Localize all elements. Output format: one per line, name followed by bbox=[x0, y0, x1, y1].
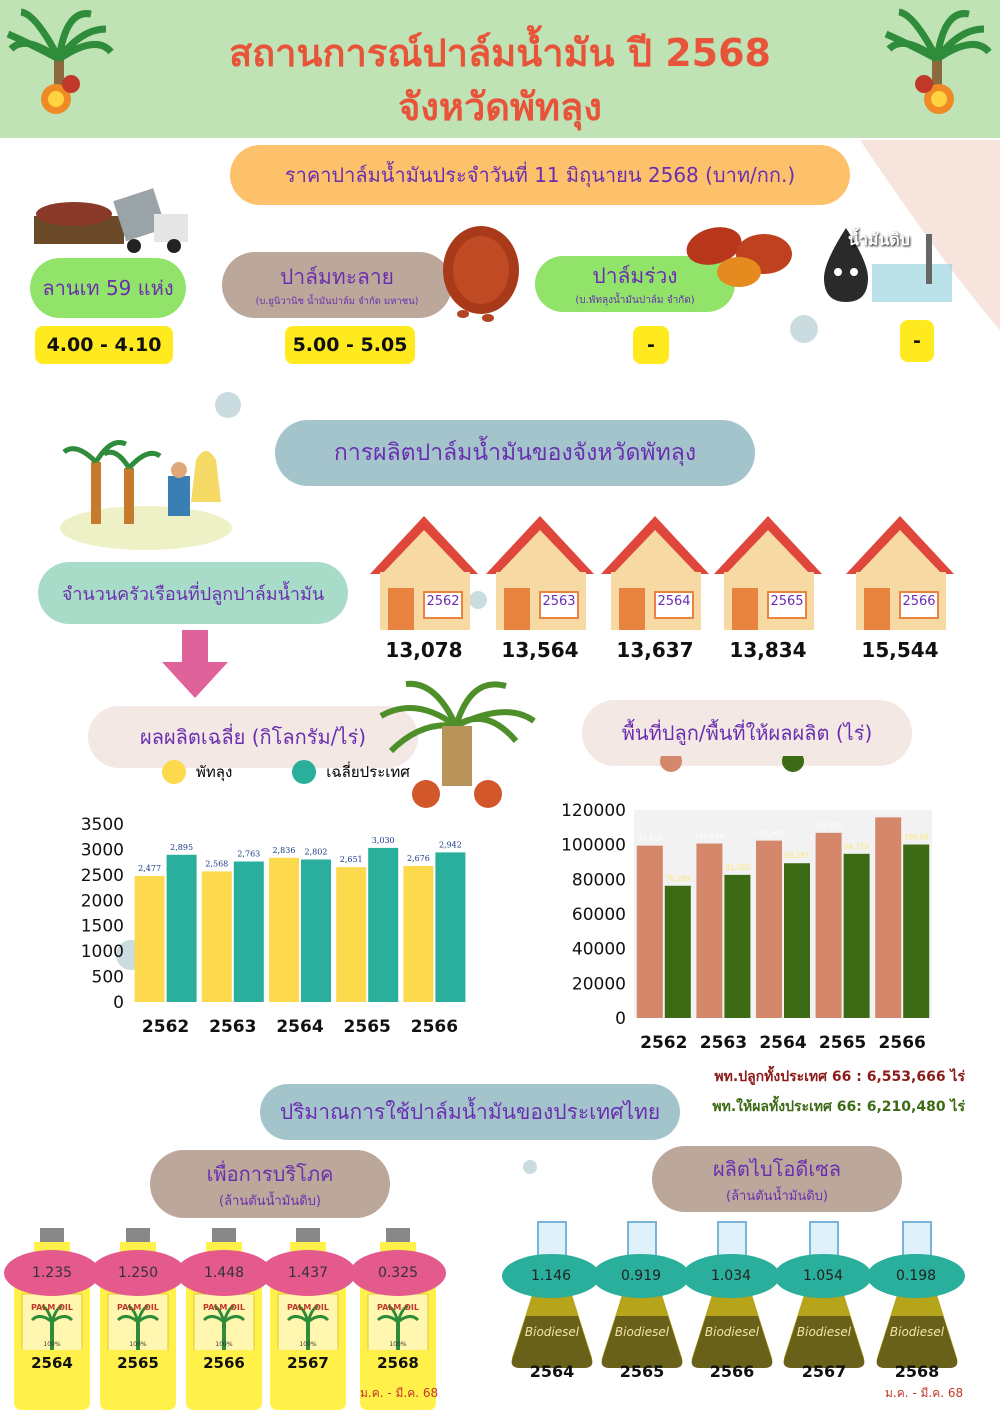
bar bbox=[336, 867, 366, 1002]
x-tick-label: 2566 bbox=[878, 1033, 926, 1053]
price-value: 5.00 - 5.05 bbox=[285, 326, 415, 364]
consumption-unit: (ล้านตันน้ำมันดิบ) bbox=[219, 1193, 321, 1209]
bar bbox=[135, 876, 165, 1002]
price-banner bbox=[230, 145, 850, 205]
bar bbox=[665, 886, 691, 1018]
bar bbox=[724, 875, 750, 1018]
data-label: 2,942 bbox=[438, 840, 462, 850]
biodiesel-unit: (ล้านตันน้ำมันดิบ) bbox=[726, 1188, 828, 1204]
data-label: 2,676 bbox=[406, 853, 430, 863]
biodiesel-value: 1.034 bbox=[682, 1254, 780, 1298]
price-item-label: ลานเท 59 แห่ง bbox=[42, 276, 174, 300]
production-banner-text: การผลิตปาล์มน้ำมันของจังหวัดพัทลุง bbox=[333, 440, 697, 466]
consumption-value: 1.448 bbox=[176, 1250, 272, 1296]
biodiesel-value: 0.198 bbox=[867, 1254, 965, 1298]
bar bbox=[269, 858, 299, 1002]
consumption-year: 2565 bbox=[102, 1350, 174, 1376]
bottle-pct-text: 100% bbox=[129, 1341, 147, 1348]
house-icon bbox=[482, 512, 598, 632]
y-tick-label: 100000 bbox=[561, 835, 626, 856]
bar bbox=[234, 861, 264, 1002]
data-label: 106,825 bbox=[814, 821, 844, 830]
data-label: 100,08 bbox=[903, 833, 929, 842]
area-chart-title-text: พื้นที่ปลูก/พื้นที่ให้ผลผลิต (ไร่) bbox=[621, 721, 873, 745]
y-tick-label: 3000 bbox=[80, 840, 124, 861]
x-tick-label: 2563 bbox=[209, 1017, 257, 1037]
y-tick-label: 80000 bbox=[571, 870, 626, 891]
flask-label-text: Biodiesel bbox=[704, 1325, 760, 1339]
household-count: 13,564 bbox=[501, 638, 579, 662]
yield-chart-title-text: ผลผลิตเฉลี่ย (กิโลกรัม/ไร่) bbox=[139, 725, 366, 749]
bar bbox=[435, 852, 465, 1002]
usage-banner-text: ปริมาณการใช้ปาล์มน้ำมันของประเทศไทย bbox=[279, 1099, 661, 1124]
price-value: - bbox=[633, 326, 669, 364]
palm-tree-icon bbox=[884, 4, 994, 124]
biodiesel-flask-icon bbox=[688, 1220, 776, 1380]
decorative-dot bbox=[215, 392, 241, 418]
area-note-harvest: พท.ให้ผลทั้งประเทศ 66: 6,210,480 ไร่ bbox=[712, 1099, 965, 1115]
bottle-pct-text: 100% bbox=[43, 1341, 61, 1348]
consumption-value: 1.250 bbox=[90, 1250, 186, 1296]
house-year-label: 2565 bbox=[770, 594, 804, 609]
y-tick-label: 0 bbox=[615, 1009, 626, 1029]
decorative-dot bbox=[523, 1160, 537, 1174]
biodiesel-year: 2568 bbox=[894, 1362, 940, 1381]
consumption-value: 1.437 bbox=[260, 1250, 356, 1296]
legend-swatch bbox=[782, 756, 804, 772]
legend-swatch bbox=[292, 760, 316, 784]
data-label: 76,289 bbox=[665, 874, 691, 883]
area-legend bbox=[660, 756, 910, 774]
biodiesel-flask-icon bbox=[508, 1220, 596, 1380]
data-label: 94,719 bbox=[844, 842, 869, 851]
price-banner-text: ราคาปาล์มน้ำมันประจำวันที่ 11 มิถุนายน 2568 (บาท/กก.) bbox=[284, 163, 796, 187]
flask-label-text: Biodiesel bbox=[524, 1325, 580, 1339]
y-tick-label: 1000 bbox=[80, 942, 124, 963]
legend-swatch bbox=[162, 760, 186, 784]
x-tick-label: 2565 bbox=[818, 1033, 867, 1053]
biodiesel-period-note: ม.ค. - มี.ค. 68 bbox=[885, 1386, 964, 1400]
bar bbox=[696, 844, 722, 1018]
bottle-pct-text: 100% bbox=[215, 1341, 233, 1348]
x-tick-label: 2564 bbox=[276, 1017, 324, 1037]
crude-oil-label: น้ำมันดิบ bbox=[848, 230, 910, 249]
price-item-bunch bbox=[222, 252, 452, 318]
consumption-title-text: เพื่อการบริโภค bbox=[206, 1161, 334, 1186]
y-tick-label: 2500 bbox=[80, 865, 124, 886]
farmer-image bbox=[56, 432, 234, 552]
data-label: 99,424 bbox=[637, 834, 663, 843]
house-year-label: 2562 bbox=[426, 594, 460, 609]
x-tick-label: 2566 bbox=[410, 1017, 459, 1037]
price-value: - bbox=[900, 320, 934, 362]
truck-image bbox=[34, 186, 190, 254]
household-count: 13,078 bbox=[385, 638, 463, 662]
bottle-brand-text: PALM OIL bbox=[202, 1303, 246, 1312]
bottle-brand-text: PALM OIL bbox=[30, 1303, 74, 1312]
yield-legend bbox=[162, 760, 410, 784]
x-tick-label: 2564 bbox=[759, 1033, 807, 1053]
area-chart bbox=[540, 790, 940, 1060]
biodiesel-flask-icon bbox=[873, 1220, 961, 1380]
biodiesel-year: 2566 bbox=[709, 1362, 755, 1381]
data-label: 2,895 bbox=[170, 842, 194, 852]
bar bbox=[784, 863, 810, 1018]
y-tick-label: 500 bbox=[91, 967, 124, 988]
palm-fruit-image bbox=[684, 216, 804, 288]
decorative-dot bbox=[790, 315, 818, 343]
bottle-brand-text: PALM OIL bbox=[116, 1303, 160, 1312]
data-label: 82,585 bbox=[725, 863, 750, 872]
area-note-planted: พท.ปลูกทั้งประเทศ 66 : 6,553,666 ไร่ bbox=[714, 1069, 965, 1085]
y-tick-label: 0 bbox=[113, 993, 124, 1013]
bottle-brand-text: PALM OIL bbox=[376, 1303, 420, 1312]
consumption-year: 2566 bbox=[188, 1350, 260, 1376]
price-item-lanthe bbox=[30, 258, 186, 318]
palm-tree-illustration bbox=[376, 676, 538, 812]
palm-bunch-image bbox=[438, 222, 524, 326]
house-icon bbox=[597, 512, 713, 632]
price-item-sub: (บ.ยูนิวานิช น้ำมันปาล์ม จำกัด มหาชน) bbox=[255, 296, 419, 307]
consumption-title bbox=[150, 1150, 390, 1218]
data-label: 2,568 bbox=[205, 859, 229, 869]
x-tick-label: 2562 bbox=[640, 1033, 688, 1053]
data-label: 102,340 bbox=[754, 829, 784, 838]
biodiesel-year: 2565 bbox=[619, 1362, 665, 1381]
data-label: 2,763 bbox=[237, 849, 261, 859]
bar bbox=[875, 817, 901, 1018]
households-label bbox=[38, 562, 348, 624]
house-icon bbox=[366, 512, 482, 632]
consumption-value: 0.325 bbox=[350, 1250, 446, 1296]
x-tick-label: 2562 bbox=[141, 1017, 190, 1037]
data-label: 2,836 bbox=[272, 845, 296, 855]
biodiesel-flask-icon bbox=[598, 1220, 686, 1380]
house-year-label: 2563 bbox=[542, 594, 576, 609]
households-label-text: จำนวนครัวเรือนที่ปลูกปาล์มน้ำมัน bbox=[61, 583, 325, 605]
down-arrow-icon bbox=[160, 630, 230, 700]
bar bbox=[637, 846, 663, 1018]
legend-label: พัทลุง bbox=[196, 763, 233, 781]
data-label: 100,644 bbox=[694, 832, 724, 841]
house-icon bbox=[842, 512, 958, 632]
household-count: 13,637 bbox=[616, 638, 694, 662]
bar bbox=[903, 845, 929, 1018]
flask-label-text: Biodiesel bbox=[889, 1325, 945, 1339]
yield-chart bbox=[60, 800, 480, 1050]
bar bbox=[167, 855, 197, 1002]
data-label: 2,802 bbox=[304, 847, 328, 857]
data-label: 115,761 bbox=[873, 806, 903, 815]
bottle-brand-text: PALM OIL bbox=[286, 1303, 330, 1312]
house-year-label: 2564 bbox=[657, 594, 691, 609]
biodiesel-title bbox=[652, 1146, 902, 1212]
palm-tree-icon bbox=[6, 4, 116, 124]
legend-swatch bbox=[660, 756, 682, 772]
y-tick-label: 120000 bbox=[561, 801, 626, 821]
biodiesel-value: 0.919 bbox=[592, 1254, 690, 1298]
price-item-label: ปาล์มร่วง bbox=[592, 264, 678, 288]
legend-label: เฉลี่ยประเทศ bbox=[326, 763, 410, 781]
consumption-year: 2567 bbox=[272, 1350, 344, 1376]
bar bbox=[403, 866, 433, 1002]
y-tick-label: 3500 bbox=[80, 815, 124, 835]
usage-banner bbox=[260, 1084, 680, 1140]
data-label: 89,297 bbox=[784, 852, 810, 861]
biodiesel-title-text: ผลิตไบโอดีเซล bbox=[712, 1156, 842, 1181]
yield-chart-title bbox=[88, 706, 418, 768]
bar bbox=[844, 854, 870, 1018]
bottle-pct-text: 100% bbox=[389, 1341, 407, 1348]
page-title: สถานการณ์ปาล์มน้ำมัน ปี 2568 bbox=[228, 31, 771, 75]
consumption-year: 2564 bbox=[16, 1350, 88, 1376]
household-count: 15,544 bbox=[861, 638, 939, 662]
production-banner bbox=[275, 420, 755, 486]
y-tick-label: 1500 bbox=[80, 916, 124, 937]
x-tick-label: 2565 bbox=[343, 1017, 391, 1037]
price-value: 4.00 - 4.10 bbox=[35, 326, 173, 364]
page-subtitle: จังหวัดพัทลุง bbox=[398, 85, 602, 129]
y-tick-label: 40000 bbox=[571, 939, 626, 960]
x-tick-label: 2563 bbox=[699, 1033, 748, 1053]
bar bbox=[202, 871, 232, 1002]
data-label: 2,651 bbox=[339, 855, 363, 865]
data-label: 2,477 bbox=[138, 864, 162, 874]
biodiesel-year: 2567 bbox=[801, 1362, 847, 1381]
biodiesel-flask-icon bbox=[780, 1220, 868, 1380]
bar bbox=[301, 859, 331, 1002]
y-tick-label: 20000 bbox=[571, 974, 626, 995]
data-label: 3,030 bbox=[371, 835, 395, 845]
flask-label-text: Biodiesel bbox=[614, 1325, 670, 1339]
consumption-year: 2568 bbox=[362, 1350, 434, 1376]
household-count: 13,834 bbox=[729, 638, 807, 662]
consumption-value: 1.235 bbox=[4, 1250, 100, 1296]
price-item-label: ปาล์มทะลาย bbox=[280, 265, 394, 289]
biodiesel-value: 1.054 bbox=[774, 1254, 872, 1298]
bar bbox=[756, 841, 782, 1018]
y-tick-label: 60000 bbox=[571, 905, 626, 925]
price-item-sub: (บ.พัทลุงน้ำมันปาล์ม จำกัด) bbox=[575, 295, 695, 306]
biodiesel-year: 2564 bbox=[529, 1362, 575, 1381]
bar bbox=[368, 848, 398, 1002]
flask-label-text: Biodiesel bbox=[796, 1325, 852, 1339]
bar bbox=[816, 833, 842, 1018]
biodiesel-value: 1.146 bbox=[502, 1254, 600, 1298]
house-year-label: 2566 bbox=[902, 594, 936, 609]
house-icon bbox=[710, 512, 826, 632]
consumption-period-note: ม.ค. - มี.ค. 68 bbox=[360, 1386, 439, 1400]
bottle-pct-text: 100% bbox=[299, 1341, 317, 1348]
y-tick-label: 2000 bbox=[80, 891, 124, 912]
